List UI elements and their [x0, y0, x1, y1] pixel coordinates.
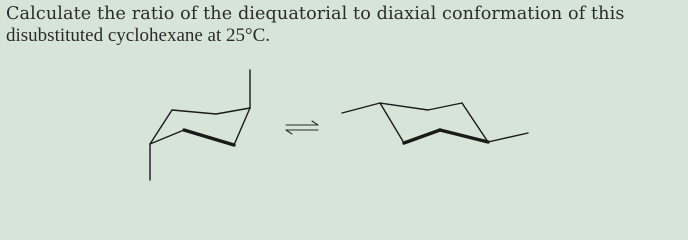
diaxial-chair-structure: [150, 70, 250, 180]
diequatorial-chair-structure: [342, 103, 528, 143]
question-line-2: disubstituted cyclohexane at 25°C.: [6, 25, 271, 46]
question-line-1: Calculate the ratio of the diequatorial to diaxial conformation of this: [6, 4, 625, 24]
equilibrium-arrows-icon: [286, 121, 318, 134]
